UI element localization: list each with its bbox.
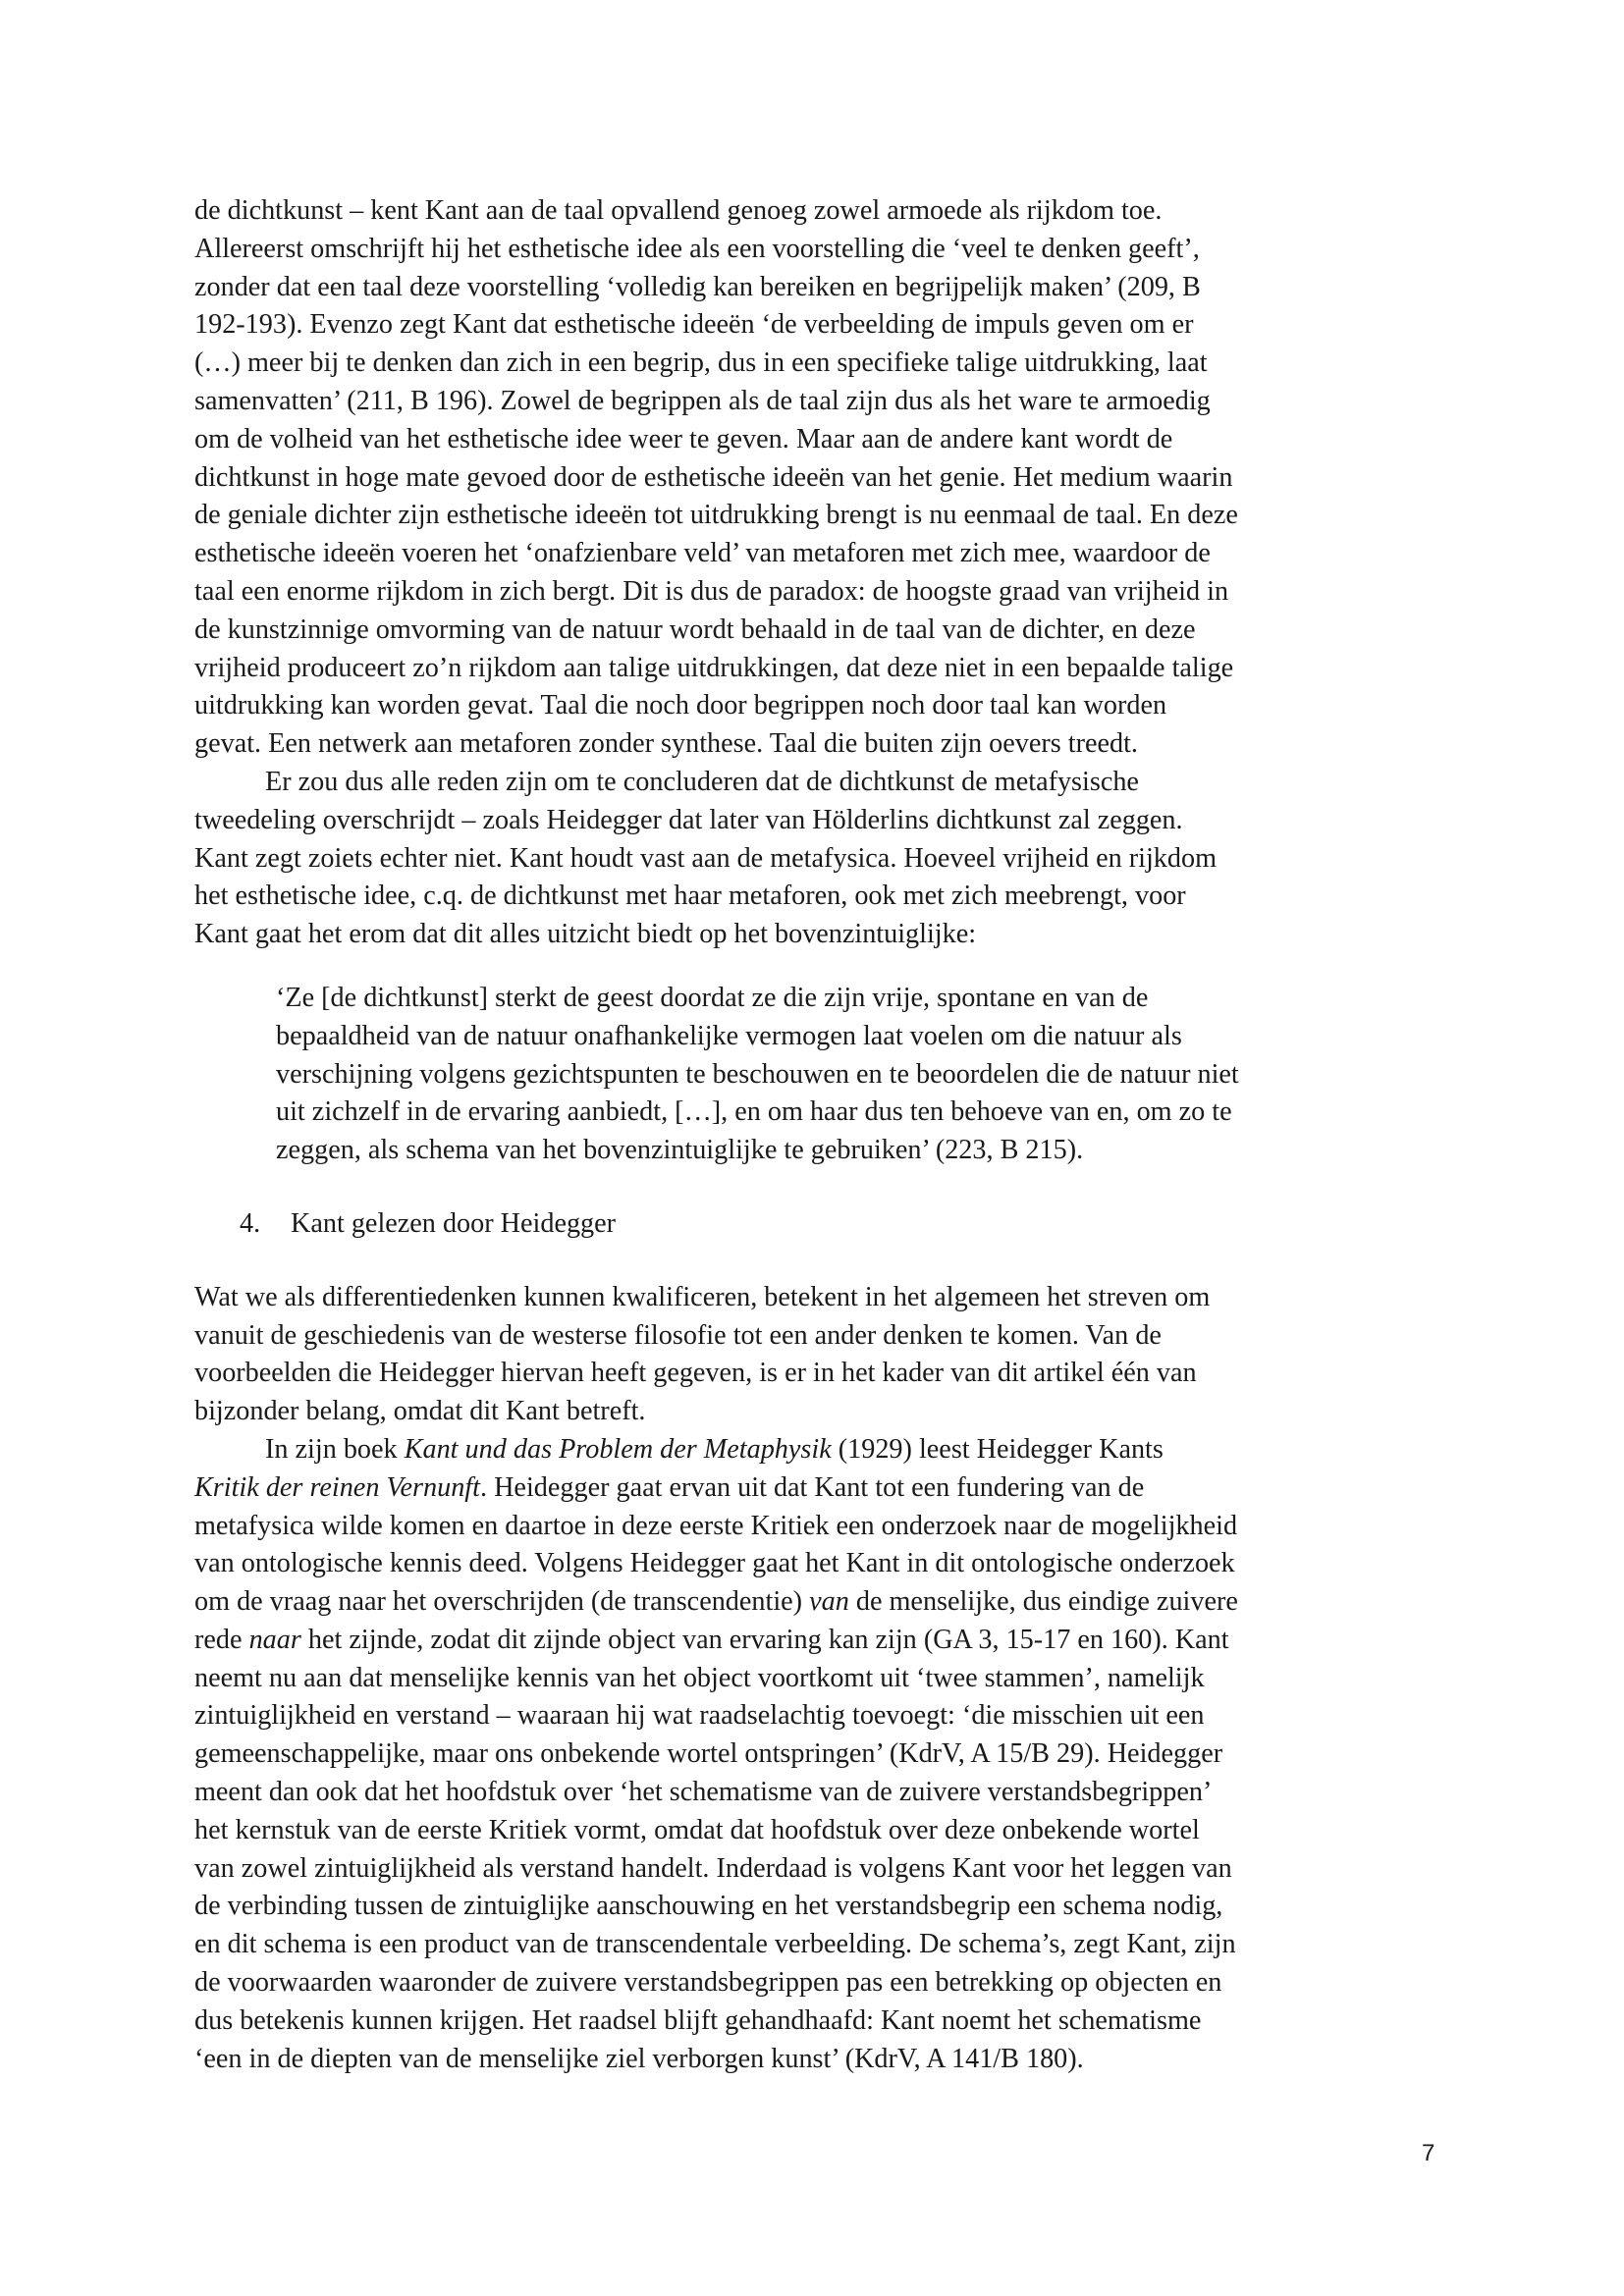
text-line: Kant gaat het erom dat dit alles uitzicht biedt op het bovenzintuiglijke: bbox=[194, 919, 977, 950]
text-run: (1929) leest Heidegger Kants bbox=[831, 1433, 1164, 1465]
text-run: het zijnde, zodat dit zijnde object van ervaring kan zijn (GA 3, 15-17 en 160). Kant bbox=[300, 1624, 1229, 1655]
emphasis: naar bbox=[248, 1624, 301, 1655]
section-title: Kant gelezen door Heidegger bbox=[291, 1207, 617, 1239]
spacer bbox=[194, 954, 1447, 980]
text-run: . Heidegger gaat ervan uit dat Kant tot een fundering van de bbox=[479, 1471, 1145, 1503]
book-title: Kant und das Problem der Metaphysik bbox=[404, 1433, 832, 1465]
text-line: zonder dat een taal deze voorstelling ‘volledig kan bereiken en begrijpelijk maken’ (209, B bbox=[194, 271, 1201, 302]
text-line: Wat we als differentiedenken kunnen kwalificeren, betekent in het algemeen het streven om bbox=[194, 1281, 1211, 1312]
page-number: 7 bbox=[1422, 2140, 1435, 2166]
section-heading bbox=[194, 1205, 1447, 1244]
quote-line: zeggen, als schema van het bovenzintuiglijke te gebruiken’ (223, B 215). bbox=[276, 1135, 1084, 1166]
book-title: Kritik der reinen Vernunft bbox=[194, 1471, 480, 1503]
text-line: vanuit de geschiedenis van de westerse filosofie tot een ander denken te komen. Van de bbox=[194, 1319, 1162, 1351]
quote-line: uit zichzelf in de ervaring aanbiedt, […], en om haar dus ten behoeve van en, om zo te bbox=[276, 1096, 1232, 1128]
text-line bbox=[194, 1431, 1447, 1469]
text-line: (…) meer bij te denken dan zich in een begrip, dus in een specifieke talige uitdrukking, laat bbox=[194, 347, 1208, 379]
text-line: ‘een in de diepten van de menselijke ziel verborgen kunst’ (KdrV, A 141/B 180). bbox=[194, 2043, 1084, 2074]
text-line: gemeenschappelijke, maar ons onbekende wortel ontspringen’ (KdrV, A 15/B 29). Heidegger bbox=[194, 1738, 1223, 1770]
text-line: metafysica wilde komen en daartoe in deze eerste Kritiek een onderzoek naar de mogelijkheid bbox=[194, 1510, 1238, 1541]
paragraph-4 bbox=[194, 1431, 1447, 2079]
quote-line: verschijning volgens gezichtspunten te beschouwen en te beoordelen die de natuur niet bbox=[276, 1058, 1239, 1090]
text-line: om de volheid van het esthetische idee weer te geven. Maar aan de andere kant wordt de bbox=[194, 423, 1173, 454]
text-line: de verbinding tussen de zintuiglijke aanschouwing en het verstandsbegrip een schema nodig, bbox=[194, 1891, 1223, 1922]
block-quote bbox=[194, 980, 1447, 1170]
text-run: rede bbox=[194, 1624, 249, 1655]
text-line: de kunstzinnige omvorming van de natuur wordt behaald in de taal van de dichter, en deze bbox=[194, 614, 1196, 645]
page-body bbox=[194, 192, 1447, 2078]
text-line: van ontologische kennis deed. Volgens Heidegger gaat het Kant in dit ontologische onderzoek bbox=[194, 1548, 1235, 1579]
paragraph-2 bbox=[194, 764, 1447, 954]
spacer bbox=[194, 1244, 1447, 1279]
text-line: en dit schema is een product van de transcendentale verbeelding. De schema’s, zegt Kant, zijn bbox=[194, 1929, 1236, 1960]
text-line: van zowel zintuiglijkheid als verstand handelt. Inderdaad is volgens Kant voor het leggen van bbox=[194, 1852, 1232, 1884]
text-line: bijzonder belang, omdat dit Kant betreft. bbox=[194, 1396, 646, 1427]
text-line: de geniale dichter zijn esthetische ideeën tot uitdrukking brengt is nu eenmaal de taal. En deze bbox=[194, 500, 1238, 531]
text-line bbox=[194, 1469, 1447, 1508]
text-line: vrijheid produceert zo’n rijkdom aan talige uitdrukkingen, dat deze niet in een bepaalde talige bbox=[194, 652, 1234, 683]
text-line: tweedeling overschrijdt – zoals Heidegger dat later van Hölderlins dichtkunst zal zeggen. bbox=[194, 804, 1183, 835]
text-line: meent dan ook dat het hoofdstuk over ‘het schematisme van de zuivere verstandsbegrippen’ bbox=[194, 1777, 1213, 1808]
spacer bbox=[194, 1170, 1447, 1205]
text-line bbox=[194, 1622, 1447, 1660]
text-line: Kant zegt zoiets echter niet. Kant houdt vast aan de metafysica. Hoeveel vrijheid en rijkdom bbox=[194, 842, 1217, 874]
text-line: uitdrukking kan worden gevat. Taal die noch door begrippen noch door taal kan worden bbox=[194, 690, 1167, 721]
paragraph-1 bbox=[194, 192, 1447, 764]
text-line: Er zou dus alle reden zijn om te concluderen dat de dichtkunst de metafysische bbox=[265, 766, 1139, 797]
quote-line: bepaaldheid van de natuur onafhankelijke vermogen laat voelen om die natuur als bbox=[276, 1020, 1182, 1051]
text-run: In zijn boek bbox=[265, 1433, 405, 1465]
text-line: neemt nu aan dat menselijke kennis van het object voortkomt uit ‘twee stammen’, namelijk bbox=[194, 1662, 1205, 1693]
text-line: het esthetische idee, c.q. de dichtkunst met haar metaforen, ook met zich meebrengt, voor bbox=[194, 881, 1186, 912]
text-run: de menselijke, dus eindige zuivere bbox=[848, 1586, 1238, 1618]
text-line: zintuiglijkheid en verstand – waaraan hij wat raadselachtig toevoegt: ‘die misschien uit een bbox=[194, 1700, 1205, 1732]
text-line: gevat. Een netwerk aan metaforen zonder synthese. Taal die buiten zijn oevers treedt. bbox=[194, 728, 1138, 760]
section-number: 4. bbox=[240, 1207, 261, 1239]
text-line: 192-193). Evenzo zegt Kant dat esthetische ideeën ‘de verbeelding de impuls geven om er bbox=[194, 309, 1194, 341]
text-line: de dichtkunst – kent Kant aan de taal opvallend genoeg zowel armoede als rijkdom toe. bbox=[194, 195, 1163, 226]
text-line bbox=[194, 1583, 1447, 1622]
text-line: voorbeelden die Heidegger hiervan heeft gegeven, is er in het kader van dit artikel één van bbox=[194, 1358, 1197, 1389]
quote-line: ‘Ze [de dichtkunst] sterkt de geest doordat ze die zijn vrije, spontane en van de bbox=[276, 982, 1149, 1013]
paragraph-3 bbox=[194, 1279, 1447, 1431]
emphasis: van bbox=[809, 1586, 849, 1618]
text-line: Allereerst omschrijft hij het esthetische idee als een voorstelling die ‘veel te denken geeft’, bbox=[194, 233, 1200, 264]
text-line: samenvatten’ (211, B 196). Zowel de begrippen als de taal zijn dus als het ware te armoedig bbox=[194, 385, 1211, 416]
text-line: het kernstuk van de eerste Kritiek vormt, omdat dat hoofdstuk over deze onbekende wortel bbox=[194, 1814, 1200, 1845]
text-line: dus betekenis kunnen krijgen. Het raadsel blijft gehandhaafd: Kant noemt het schematisme bbox=[194, 2004, 1202, 2036]
text-line: esthetische ideeën voeren het ‘onafzienbare veld’ van metaforen met zich mee, waardoor de bbox=[194, 538, 1211, 569]
text-line: de voorwaarden waaronder de zuivere verstandsbegrippen pas een betrekking op objecten en bbox=[194, 1967, 1222, 1999]
text-run: om de vraag naar het overschrijden (de transcendentie) bbox=[194, 1586, 810, 1618]
text-line: taal een enorme rijkdom in zich bergt. Dit is dus de paradox: de hoogste graad van vrijheid in bbox=[194, 575, 1229, 607]
text-line: dichtkunst in hoge mate gevoed door de esthetische ideeën van het genie. Het medium waarin bbox=[194, 461, 1233, 493]
